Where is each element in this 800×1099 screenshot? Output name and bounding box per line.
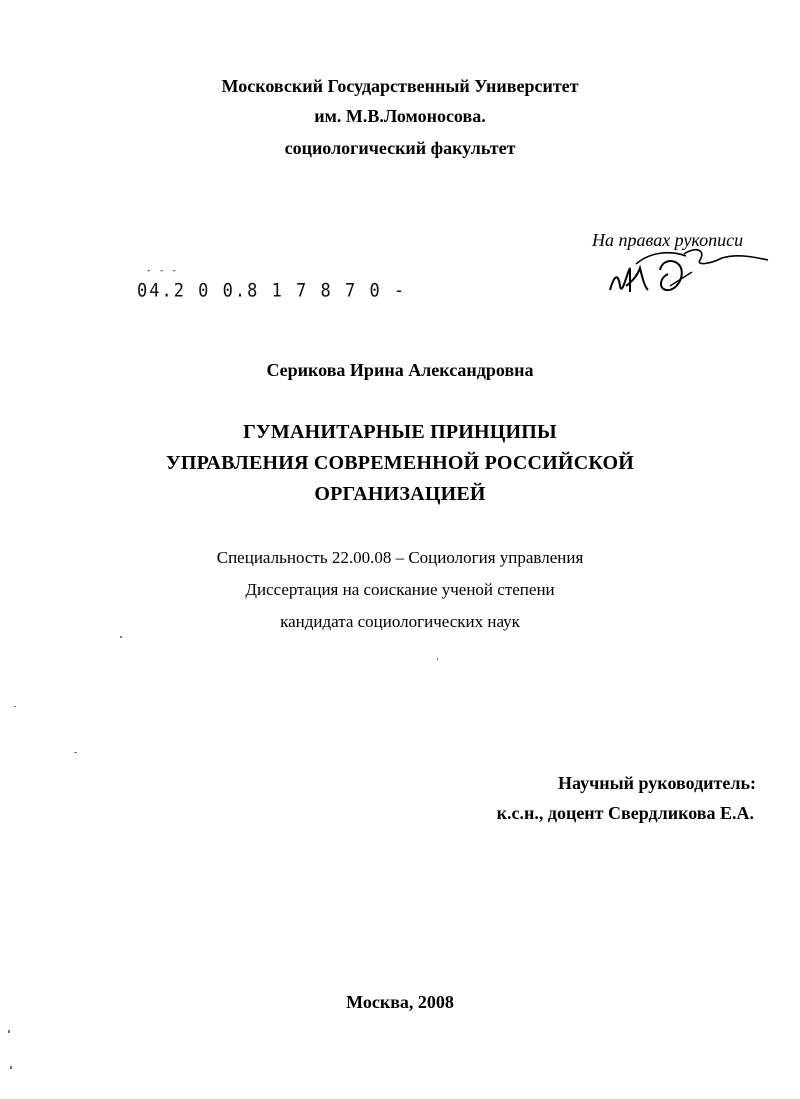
thesis-title-line-1: ГУМАНИТАРНЫЕ ПРИНЦИПЫ — [243, 421, 557, 443]
university-name: Московский Государственный Университет — [221, 76, 579, 96]
faculty-name: социологический факультет — [284, 138, 516, 158]
scan-speck — [120, 636, 122, 638]
scan-speck — [74, 752, 77, 753]
scan-speck — [8, 1030, 10, 1033]
handwritten-signature — [600, 246, 770, 302]
university-named-after: им. М.В.Ломоносова. — [314, 106, 486, 126]
scan-speck — [437, 658, 438, 660]
dissertation-line: Диссертация на соискание ученой степени — [245, 580, 555, 599]
degree-line: кандидата социологических наук — [280, 612, 520, 631]
scan-speck — [14, 706, 16, 707]
specialty-line: Специальность 22.00.08 – Социология управления — [216, 548, 584, 567]
thesis-title-line-3: ОРГАНИЗАЦИЕЙ — [314, 483, 486, 505]
scan-speck — [10, 1066, 12, 1069]
registration-number: 04.2 0 0.8 1 7 8 7 0 - — [137, 280, 407, 302]
registration-marks: - - - — [146, 266, 179, 276]
supervisor-name: к.с.н., доцент Свердликова Е.А. — [496, 803, 754, 823]
author-name: Серикова Ирина Александровна — [266, 360, 534, 380]
manuscript-note: На правах рукописи — [592, 230, 744, 250]
thesis-title-line-2: УПРАВЛЕНИЯ СОВРЕМЕННОЙ РОССИЙСКОЙ — [165, 452, 635, 474]
supervisor-label: Научный руководитель: — [558, 773, 756, 793]
city-year: Москва, 2008 — [346, 992, 454, 1012]
